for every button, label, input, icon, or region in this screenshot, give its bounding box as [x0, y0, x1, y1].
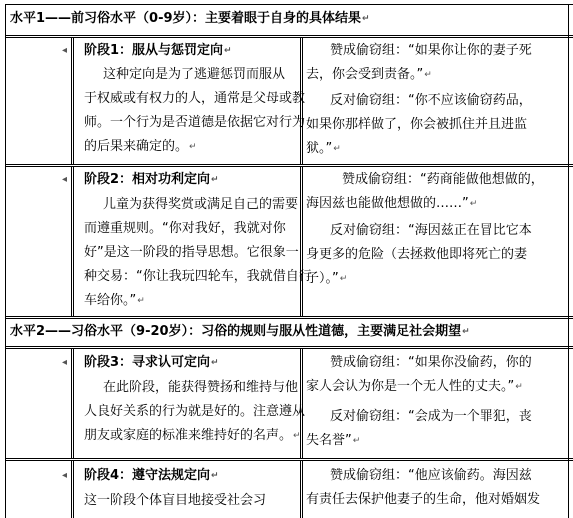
stage2-desc-line: 种交易：“你让我玩四轮车，我就借自行	[84, 269, 312, 284]
col-divider	[73, 348, 74, 458]
stage3-pro-line: 赞成偷窃组：“如果你没偷药，你的	[330, 355, 532, 370]
col-divider	[71, 460, 72, 518]
col-divider	[73, 37, 74, 164]
row-divider	[5, 35, 573, 36]
stage1-pro-line: 去，你会受到责备。”↵	[306, 67, 432, 82]
table-border-right	[568, 4, 569, 518]
row-divider	[5, 346, 573, 347]
stage4-desc-line: 这一阶段个体盲目地接受社会习	[84, 493, 267, 508]
row-divider	[5, 318, 573, 319]
stage3-desc-line: 在此阶段，能获得赞扬和维持与他	[103, 380, 299, 395]
row-divider	[5, 348, 573, 349]
stage1-desc-line: 于权威或有权力的人，通常是父母或教	[84, 91, 306, 106]
stage1-con-line: 狱。”↵	[306, 141, 341, 156]
cell-marker: ◂	[62, 357, 68, 368]
table-border-top	[5, 4, 573, 5]
stage1-desc-line: 的后果来确定的。↵	[84, 139, 197, 154]
row-divider	[5, 166, 573, 167]
stage4-title: 阶段4：遵守法规定向↵	[84, 468, 219, 483]
cell-marker: ◂	[62, 174, 68, 185]
stage3-con-line: 反对偷窃组：“会成为一个罪犯，丧	[330, 409, 532, 424]
cell-marker: ◂	[62, 45, 68, 56]
stage1-con-line: 反对偷窃组：“你不应该偷窃药品，	[330, 93, 532, 108]
stage2-pro-line: 赞成偷窃组：“药商能做他想做的，	[342, 172, 544, 187]
row-divider	[5, 37, 573, 38]
stage2-pro-line: 海因兹也能做他想做的……”↵	[306, 196, 478, 211]
stage2-title: 阶段2：相对功利定向↵	[84, 172, 219, 187]
col-divider	[73, 166, 74, 316]
stage2-desc-line: 儿童为获得奖赏或满足自己的需要	[103, 197, 299, 212]
col-divider	[71, 348, 72, 458]
stage1-con-line: 如果你那样做了，你会被抓住并且进监	[306, 117, 528, 132]
level1-header: 水平1——前习俗水平（0-9岁）：主要着眼于自身的具体结果↵	[10, 11, 370, 26]
stage2-desc-line: 车给你。”↵	[84, 293, 145, 308]
stage4-pro-line: 赞成偷窃组：“他应该偷药。海因兹	[330, 468, 532, 483]
col-divider	[300, 460, 301, 518]
stage2-con-line: 子）。”↵	[306, 271, 348, 286]
stage2-con-line: 反对偷窃组：“海因兹正在冒比它本	[330, 223, 532, 238]
col-divider	[302, 166, 303, 316]
col-divider	[300, 166, 301, 316]
col-divider	[71, 37, 72, 164]
stage3-con-line: 失名誉”↵	[306, 433, 361, 448]
row-divider	[5, 460, 573, 461]
stage1-desc-line: 这种定向是为了逃避惩罚而服从	[103, 67, 286, 82]
stage1-title: 阶段1：服从与惩罚定向↵	[84, 43, 232, 58]
stage2-desc-line: 而遵重规则。“你对我好，我就对你	[84, 221, 286, 236]
stage2-desc-line: 好”是这一阶段的指导思想。它很象一	[84, 245, 299, 260]
table-border-left	[5, 4, 6, 518]
stage3-desc-line: 朋友或家庭的标准来维持好的名声。↵	[84, 428, 301, 443]
stage1-desc-line: 师。一个行为是否道德是依据它对行为	[84, 115, 306, 130]
row-divider	[5, 316, 573, 317]
level2-header: 水平2——习俗水平（9-20岁）：习俗的规则与服从性道德，主要满足社会期望↵	[10, 324, 470, 339]
row-divider	[5, 164, 573, 165]
col-divider	[73, 460, 74, 518]
stage2-con-line: 身更多的危险（去拯救他即将死亡的妻	[306, 247, 528, 262]
stage3-title: 阶段3：寻求认可定向↵	[84, 355, 219, 370]
row-divider	[5, 458, 573, 459]
stage3-pro-line: 家人会认为你是一个无人性的丈夫。”↵	[306, 379, 523, 394]
stage4-pro-line: 有责任去保护他妻子的生命，他对婚姻发	[306, 492, 541, 507]
stage3-desc-line: 人良好关系的行为就是好的。注意遵从	[84, 404, 306, 419]
col-divider	[302, 460, 303, 518]
stage1-pro-line: 赞成偷窃组：“如果你让你的妻子死	[330, 43, 532, 58]
col-divider	[71, 166, 72, 316]
cell-marker: ◂	[62, 470, 68, 481]
